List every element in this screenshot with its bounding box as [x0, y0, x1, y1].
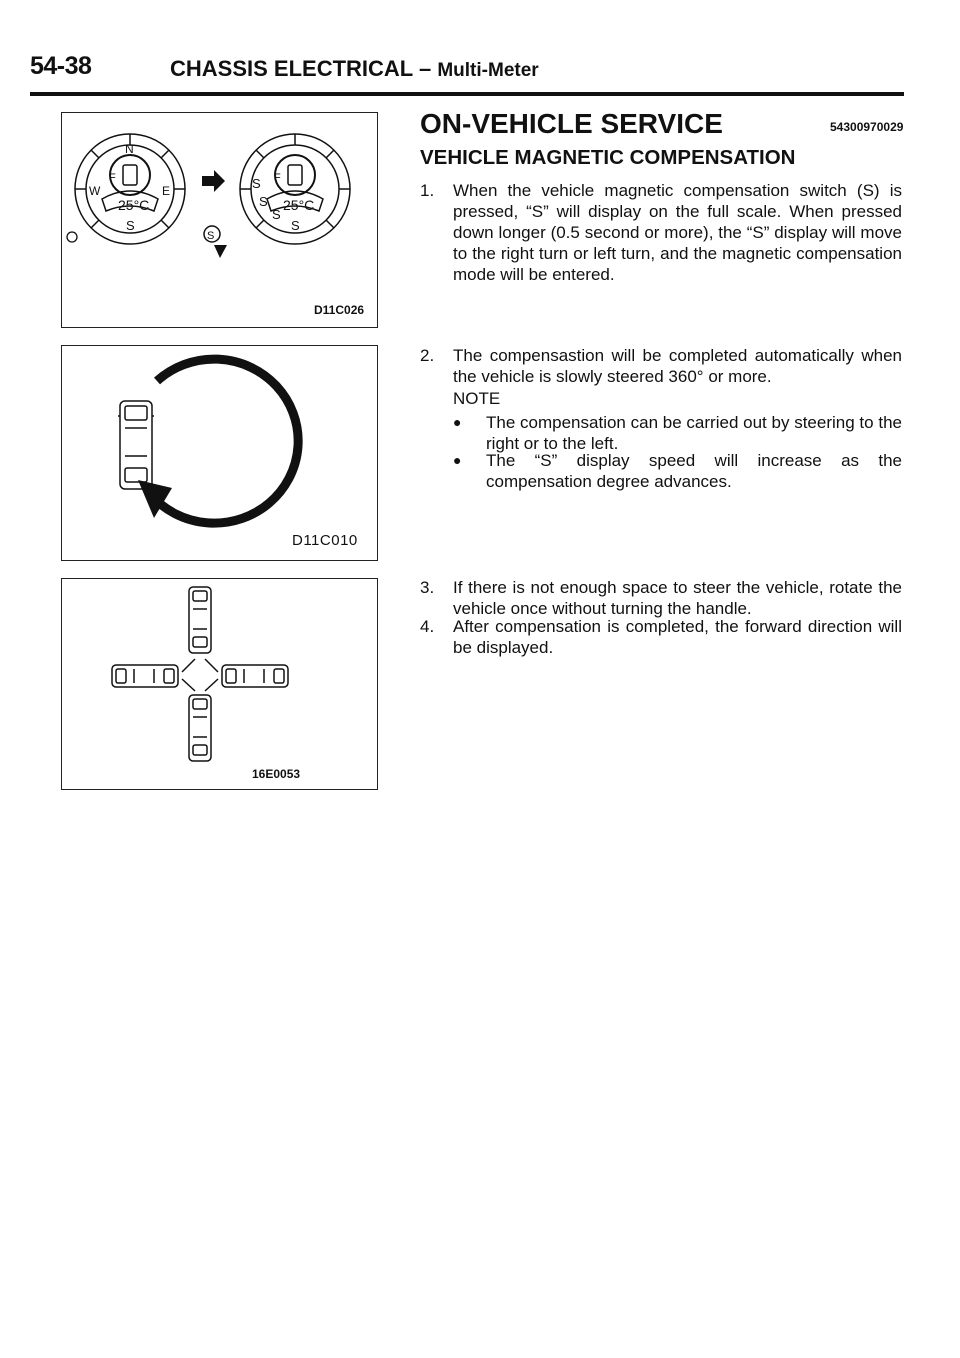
vehicle-bottom: [189, 695, 211, 761]
svg-text:F: F: [274, 172, 281, 184]
step-text: The compensastion will be completed automatically when the vehicle is slowly steered 360° or more.: [453, 346, 902, 386]
figure-meter-display: [61, 112, 378, 328]
figure-id: D11C026: [314, 303, 365, 317]
step-text: After compensation is completed, the forward direction will be displayed.: [453, 617, 902, 657]
step-1: [420, 180, 902, 285]
step-2: [420, 345, 902, 387]
header-title: [170, 56, 539, 82]
direction-arrow: [182, 659, 195, 672]
step-4: [420, 616, 902, 658]
vehicle-left: [112, 665, 178, 687]
svg-text:E: E: [162, 184, 171, 198]
svg-text:S: S: [207, 230, 215, 242]
indicator-circle: [67, 232, 77, 242]
directions-illustration: [62, 579, 377, 789]
arrow-right-icon: [202, 170, 225, 192]
subsection-title: VEHICLE MAGNETIC COMPENSATION: [420, 146, 796, 169]
svg-text:F: F: [109, 172, 116, 184]
direction-arrow: [205, 679, 218, 691]
direction-arrow: [182, 679, 195, 691]
svg-text:W: W: [89, 184, 101, 198]
figure-id: D11C010: [292, 532, 358, 549]
section-code: 54300970029: [830, 120, 904, 134]
header-subtitle: Multi-Meter: [437, 60, 539, 81]
meter-illustration: [62, 113, 377, 327]
note-bullet: [453, 450, 902, 492]
step-number: 4.: [420, 617, 435, 636]
svg-text:S: S: [252, 176, 261, 191]
svg-text:S: S: [272, 207, 281, 222]
step-number: 1.: [420, 181, 435, 200]
page-number: 54-38: [30, 52, 92, 80]
svg-text:S: S: [291, 218, 300, 233]
step-3: [420, 577, 902, 619]
step-number: 2.: [420, 346, 435, 365]
figure-vehicle-directions: [61, 578, 378, 790]
header-section: CHASSIS ELECTRICAL: [170, 56, 413, 81]
figure-vehicle-rotation: [61, 345, 378, 561]
circular-arrow: [150, 359, 298, 523]
bullet-dot-icon: ●: [453, 452, 462, 468]
svg-text:S: S: [259, 194, 268, 209]
left-temp-readout: 25°C: [118, 197, 150, 213]
svg-text:N: N: [125, 142, 134, 156]
vehicle-right: [222, 665, 288, 687]
note-label: NOTE: [453, 389, 501, 408]
bullet-text: The compensation can be carried out by steering to the right or to the left.: [486, 413, 902, 453]
right-temp-readout: 25°C: [283, 197, 315, 213]
svg-text:S: S: [126, 218, 135, 233]
step-text: When the vehicle magnetic compensation switch (S) is pressed, “S” will display on the full scale. When pressed down longer (0.5 second or more), the “S” display will move to the right turn or left turn, and the magnetic compensation mode will be entered.: [453, 181, 902, 284]
press-pointer-icon: [214, 245, 227, 258]
header-dash: –: [418, 56, 432, 81]
direction-arrow: [205, 659, 218, 672]
rotation-illustration: [62, 346, 377, 560]
note-bullet: [453, 412, 902, 454]
section-title: ON-VEHICLE SERVICE: [420, 108, 723, 139]
step-text: If there is not enough space to steer the vehicle, rotate the vehicle once without turning the handle.: [453, 578, 902, 618]
vehicle-top-view: [118, 401, 154, 489]
page-header: [30, 52, 904, 96]
vehicle-top: [189, 587, 211, 653]
step-number: 3.: [420, 578, 435, 597]
figure-id: 16E0053: [252, 767, 301, 781]
bullet-text: The “S” display speed will increase as the compensation degree advances.: [486, 451, 902, 491]
bullet-dot-icon: ●: [453, 414, 462, 430]
